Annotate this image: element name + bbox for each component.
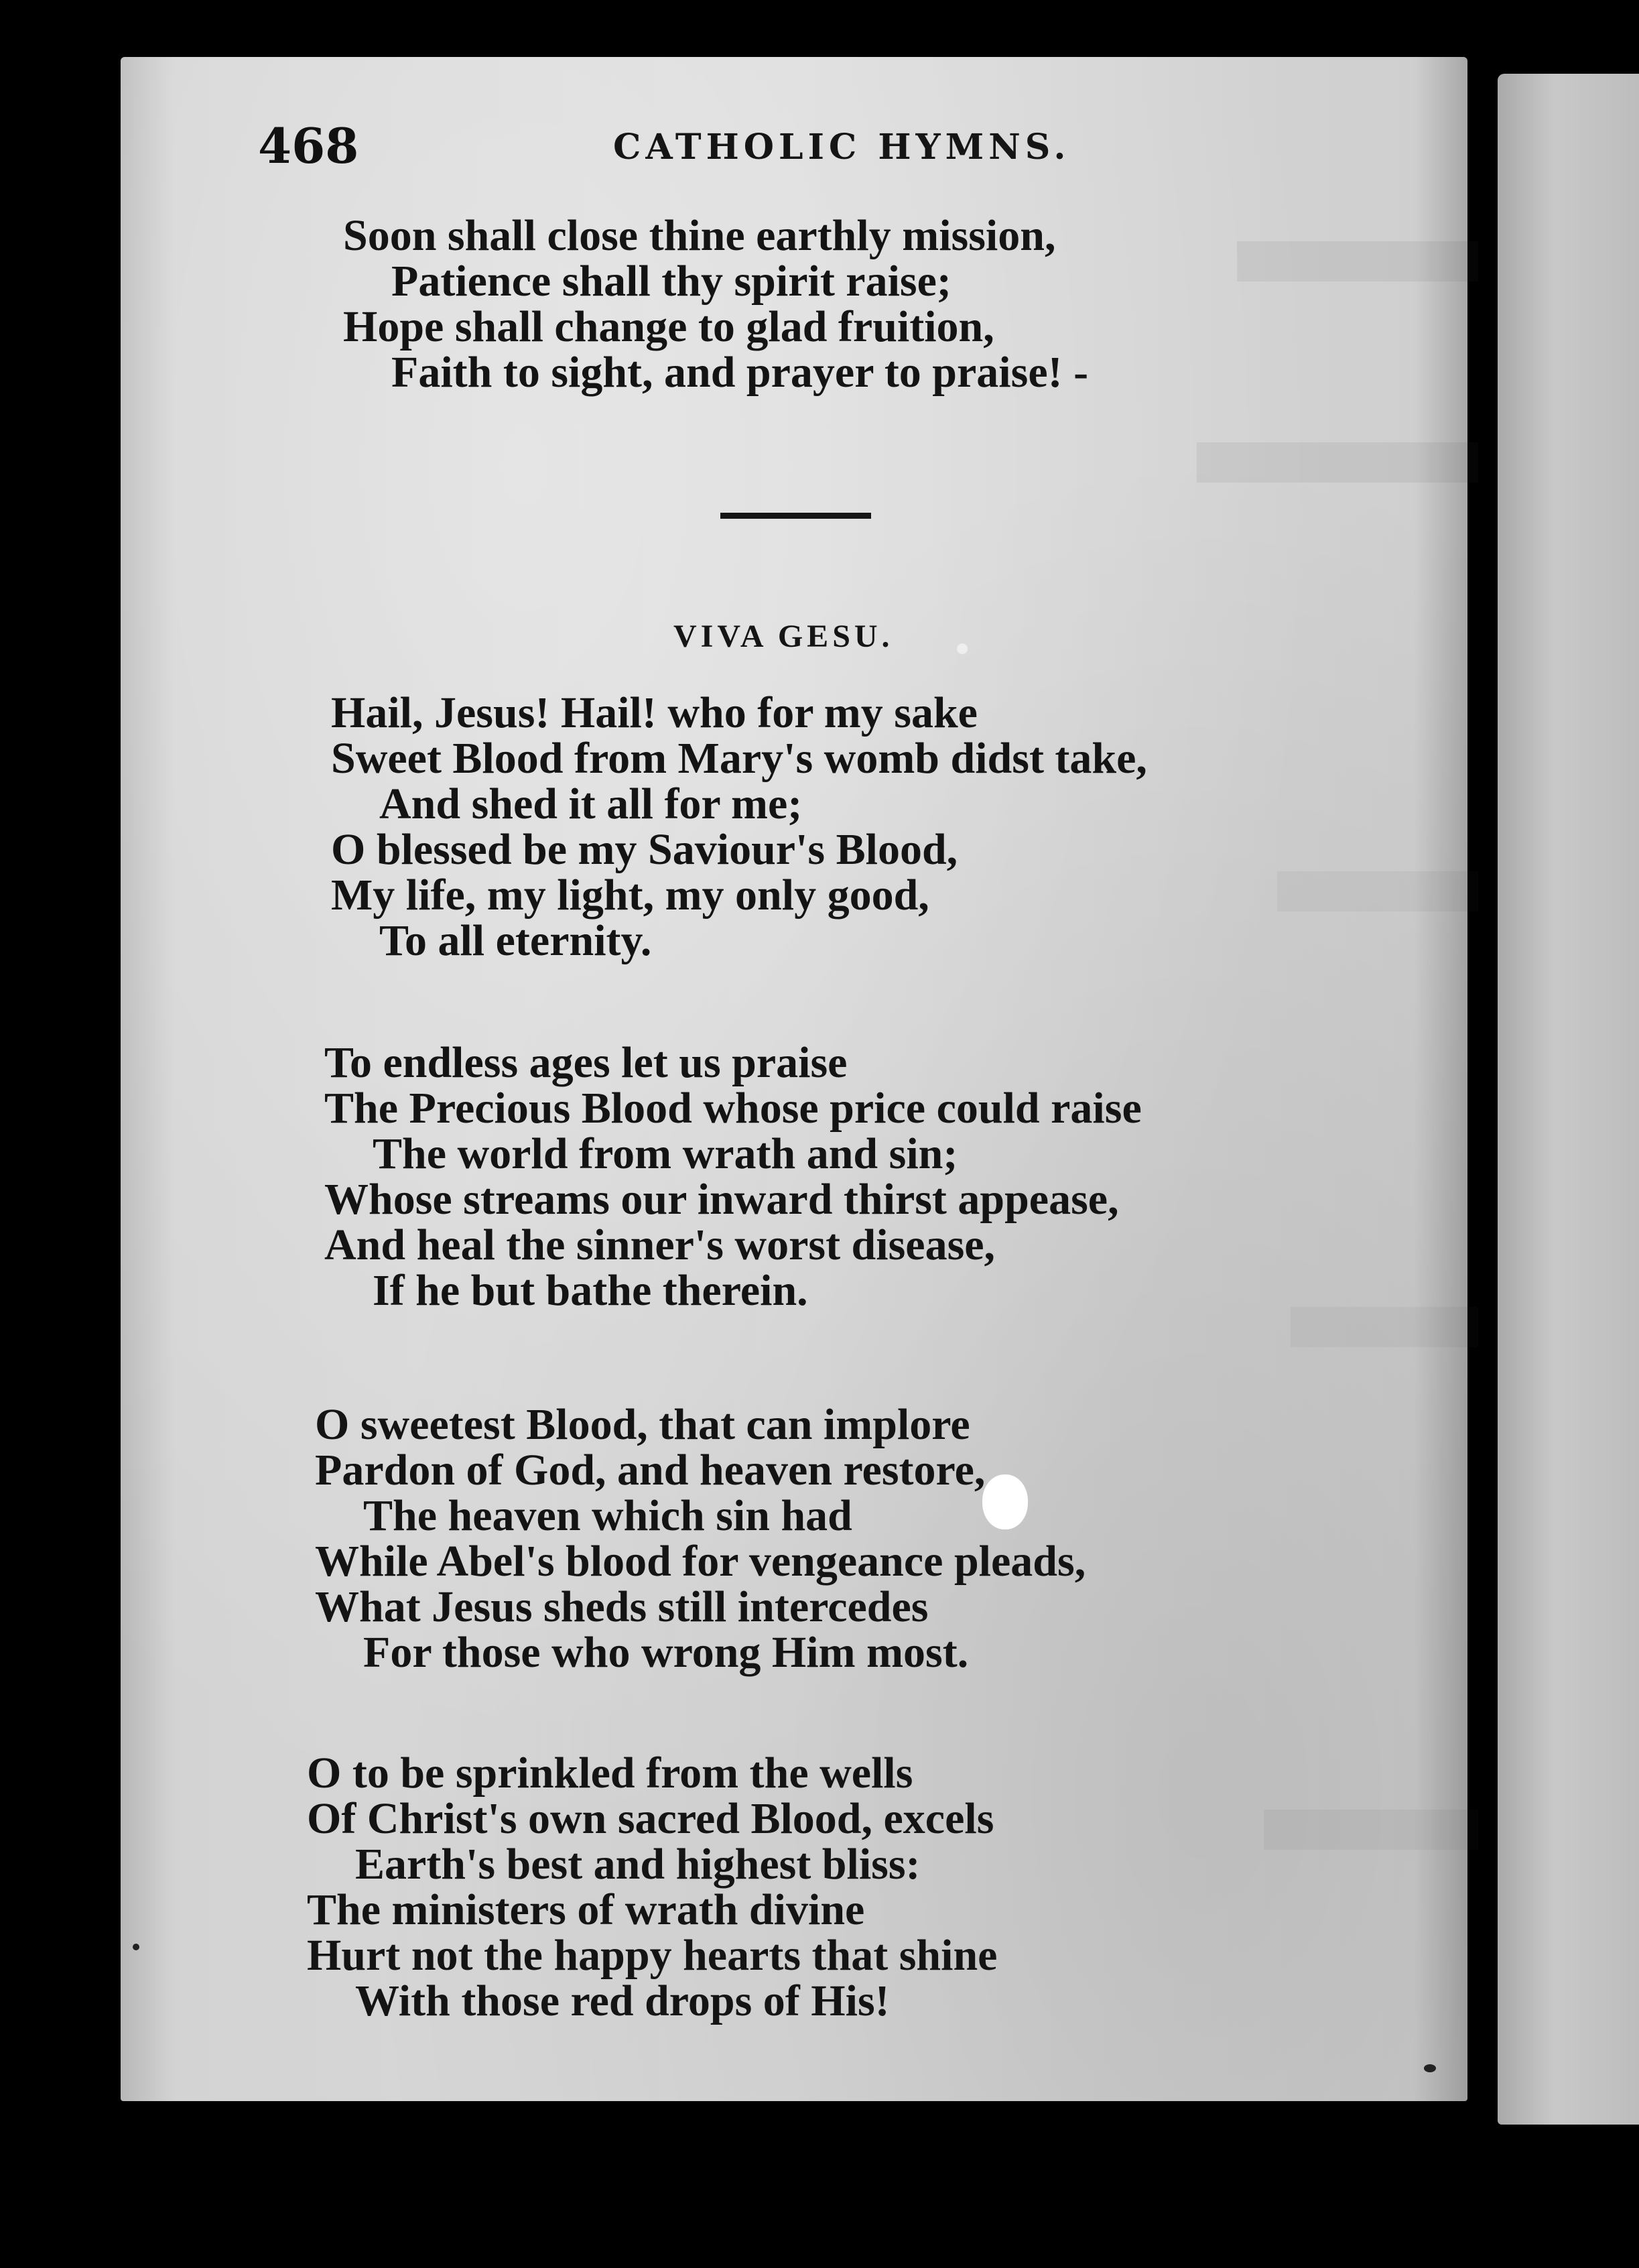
verse-line: The world from wrath and sin; (373, 1129, 958, 1178)
bleed-through-shade (1237, 241, 1478, 281)
stanza-4 (307, 1751, 997, 2024)
page-header (258, 117, 1478, 174)
verse-line: Earth's best and highest bliss: (355, 1840, 921, 1889)
verse-line: Whose streams our inward thirst appease, (324, 1175, 1119, 1224)
verse-line: To all eternity. (379, 916, 652, 965)
running-head: CATHOLIC HYMNS. (613, 127, 1071, 168)
verse-line: The ministers of wrath divine (307, 1885, 865, 1934)
verse-line: Patience shall thy spirit raise; (391, 257, 952, 306)
verse-line: Sweet Blood from Mary's womb didst take, (331, 734, 1147, 783)
verse-line: While Abel's blood for vengeance pleads, (315, 1537, 1086, 1586)
verse-line: Of Christ's own sacred Blood, excels (307, 1794, 994, 1843)
bleed-through-shade (1264, 1810, 1478, 1850)
verse-line: What Jesus sheds still intercedes (315, 1582, 929, 1631)
verse-line: To endless ages let us praise (324, 1038, 848, 1087)
stanza-2 (324, 1040, 1142, 1314)
verse-line: If he but bathe therein. (373, 1266, 808, 1315)
bleed-through-shade (1291, 1307, 1478, 1347)
stanza-1 (331, 690, 1147, 964)
verse-line: O to be sprinkled from the wells (307, 1749, 913, 1798)
verse-line: And heal the sinner's worst disease, (324, 1220, 996, 1269)
verse-line: O blessed be my Saviour's Blood, (331, 825, 958, 874)
ink-speck (133, 1944, 139, 1950)
verse-line: Faith to sight, and prayer to praise! - (391, 348, 1089, 397)
verse-line: With those red drops of His! (355, 1976, 890, 2025)
bleed-through-shade (1277, 871, 1478, 911)
facing-page-edge (1498, 74, 1639, 2125)
verse-line: Hurt not the happy hearts that shine (307, 1931, 998, 1980)
verse-line: Hail, Jesus! Hail! who for my sake (331, 688, 978, 737)
hymn-title: VIVA GESU. (673, 619, 894, 654)
verse-line: Soon shall close thine earthly mission, (343, 211, 1056, 260)
verse-line: Hope shall change to glad fruition, (343, 302, 994, 351)
verse-line: For those who wrong Him most. (363, 1628, 969, 1677)
verse-line: The heaven which sin had (363, 1491, 852, 1540)
ink-speck (957, 643, 968, 654)
stanza-3 (315, 1402, 1086, 1676)
bleed-through-shade (1197, 442, 1478, 483)
paper-damage-hole (982, 1474, 1028, 1529)
section-divider (720, 513, 871, 519)
verse-line: Pardon of God, and heaven restore, (315, 1446, 986, 1495)
page-number: 468 (258, 117, 359, 174)
ink-speck (1424, 2064, 1436, 2072)
verse-line: O sweetest Blood, that can implore (315, 1400, 970, 1449)
verse-line: And shed it all for me; (379, 779, 803, 828)
verse-line: The Precious Blood whose price could raise (324, 1084, 1142, 1133)
verse-line: My life, my light, my only good, (331, 871, 929, 920)
previous-hymn-stanza (343, 213, 1088, 395)
